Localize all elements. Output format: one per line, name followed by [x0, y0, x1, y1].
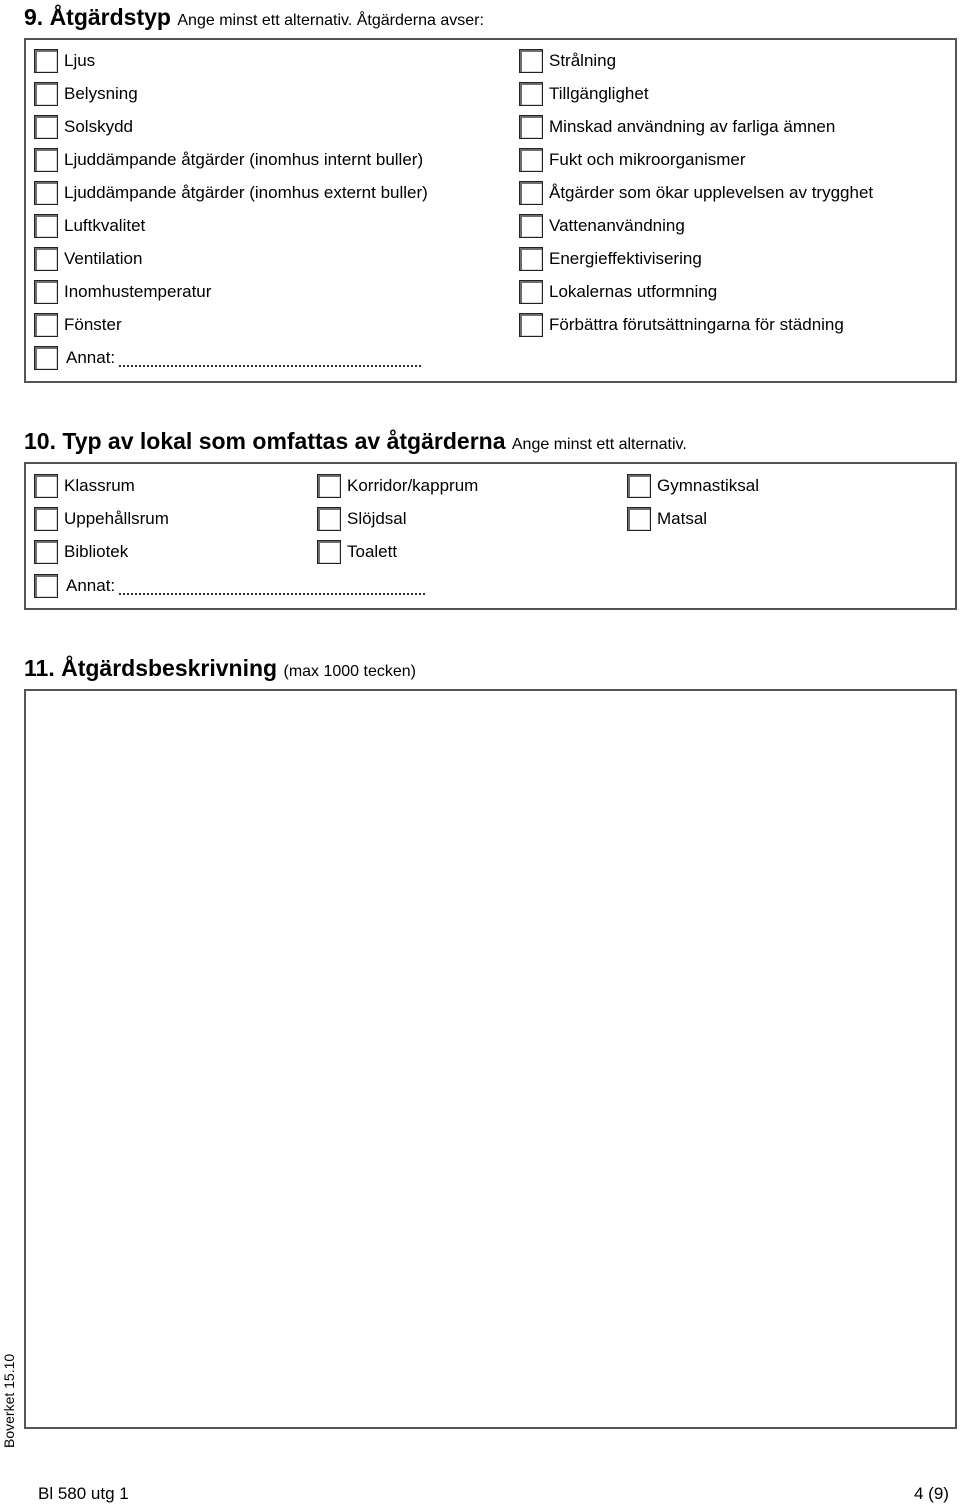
option-row[interactable] — [519, 178, 873, 208]
other-checkbox[interactable] — [34, 574, 58, 598]
section-10-heading — [24, 428, 687, 455]
checkbox[interactable] — [34, 148, 58, 172]
form-id: Bl 580 utg 1 — [38, 1484, 129, 1503]
option-row[interactable] — [34, 145, 423, 175]
option-label: Fukt och mikroorganismer — [549, 150, 746, 169]
option-row[interactable] — [627, 504, 707, 534]
option-row[interactable] — [317, 504, 407, 534]
option-label: Energieffektivisering — [549, 249, 702, 268]
option-label: Korridor/kapprum — [347, 476, 479, 495]
section-9-heading — [24, 4, 484, 31]
checkbox[interactable] — [34, 540, 58, 564]
option-row[interactable] — [34, 471, 135, 501]
checkbox[interactable] — [519, 115, 543, 139]
other-text-field[interactable] — [119, 365, 423, 367]
checkbox[interactable] — [317, 540, 341, 564]
checkbox[interactable] — [34, 280, 58, 304]
checkbox[interactable] — [34, 214, 58, 238]
other-row[interactable] — [34, 571, 427, 601]
page-number: 4 (9) — [914, 1484, 949, 1503]
option-label: Ljuddämpande åtgärder (inomhus externt buller) — [64, 183, 428, 202]
checkbox[interactable] — [519, 49, 543, 73]
checkbox[interactable] — [519, 214, 543, 238]
option-row[interactable] — [519, 211, 685, 241]
option-label: Fönster — [64, 315, 122, 334]
checkbox[interactable] — [627, 507, 651, 531]
checkbox[interactable] — [34, 49, 58, 73]
option-label: Toalett — [347, 542, 398, 561]
option-row[interactable] — [519, 310, 844, 340]
option-row[interactable] — [34, 46, 95, 76]
option-row[interactable] — [317, 471, 478, 501]
option-label: Belysning — [64, 84, 138, 103]
option-label: Slöjdsal — [347, 509, 407, 528]
checkbox[interactable] — [34, 474, 58, 498]
option-label: Klassrum — [64, 476, 135, 495]
section-10-title: 10. Typ av lokal som omfattas av åtgärderna — [24, 428, 506, 454]
option-row[interactable] — [34, 277, 211, 307]
checkbox[interactable] — [34, 247, 58, 271]
option-label: Åtgärder som ökar upplevelsen av trygghet — [549, 183, 874, 202]
checkbox[interactable] — [34, 82, 58, 106]
option-label: Ventilation — [64, 249, 143, 268]
option-label: Inomhustemperatur — [64, 282, 212, 301]
description-textarea[interactable] — [24, 689, 957, 1429]
option-row[interactable] — [519, 145, 746, 175]
section-11-heading — [24, 655, 416, 682]
option-row[interactable] — [34, 244, 142, 274]
checkbox[interactable] — [34, 313, 58, 337]
option-label: Minskad användning av farliga ämnen — [549, 117, 836, 136]
option-label: Uppehållsrum — [64, 509, 169, 528]
option-label: Förbättra förutsättningarna för städning — [549, 315, 844, 334]
side-label: Boverket 15.10 — [1, 1353, 17, 1448]
option-row[interactable] — [34, 504, 169, 534]
checkbox[interactable] — [34, 115, 58, 139]
option-label: Gymnastiksal — [657, 476, 760, 495]
checkbox[interactable] — [519, 280, 543, 304]
option-label: Bibliotek — [64, 542, 129, 561]
option-row[interactable] — [34, 178, 428, 208]
option-label: Luftkvalitet — [64, 216, 146, 235]
option-label: Lokalernas utformning — [549, 282, 718, 301]
checkbox[interactable] — [519, 148, 543, 172]
option-row[interactable] — [519, 46, 616, 76]
other-label: Annat: — [66, 348, 116, 367]
option-row[interactable] — [519, 79, 649, 109]
section-11-title: 11. Åtgärdsbeskrivning — [24, 655, 278, 681]
option-row[interactable] — [519, 244, 702, 274]
other-row[interactable] — [34, 343, 423, 373]
option-label: Solskydd — [64, 117, 133, 136]
option-label: Matsal — [657, 509, 708, 528]
option-row[interactable] — [519, 277, 717, 307]
checkbox[interactable] — [34, 507, 58, 531]
option-label: Ljus — [64, 51, 96, 70]
option-label: Ljuddämpande åtgärder (inomhus internt buller) — [64, 150, 424, 169]
option-row[interactable] — [317, 537, 397, 567]
other-label: Annat: — [66, 576, 116, 595]
checkbox[interactable] — [519, 181, 543, 205]
checkbox[interactable] — [519, 82, 543, 106]
section-11-subtitle: (max 1000 tecken) — [283, 663, 416, 680]
option-row[interactable] — [34, 537, 128, 567]
option-row[interactable] — [519, 112, 835, 142]
option-row[interactable] — [34, 79, 138, 109]
option-label: Tillgänglighet — [549, 84, 649, 103]
section-10-subtitle: Ange minst ett alternativ. — [511, 436, 687, 453]
section-9-title: 9. Åtgärdstyp — [24, 4, 171, 30]
option-row[interactable] — [34, 310, 122, 340]
option-label: Vattenanvändning — [549, 216, 685, 235]
option-label: Strålning — [549, 51, 617, 70]
checkbox[interactable] — [519, 247, 543, 271]
other-checkbox[interactable] — [34, 346, 58, 370]
option-row[interactable] — [34, 112, 133, 142]
other-text-field[interactable] — [119, 593, 427, 595]
option-row[interactable] — [627, 471, 759, 501]
checkbox[interactable] — [34, 181, 58, 205]
checkbox[interactable] — [627, 474, 651, 498]
option-row[interactable] — [34, 211, 145, 241]
section-9-subtitle: Ange minst ett alternativ. Åtgärderna avser: — [177, 12, 484, 29]
checkbox[interactable] — [317, 474, 341, 498]
checkbox[interactable] — [317, 507, 341, 531]
checkbox[interactable] — [519, 313, 543, 337]
